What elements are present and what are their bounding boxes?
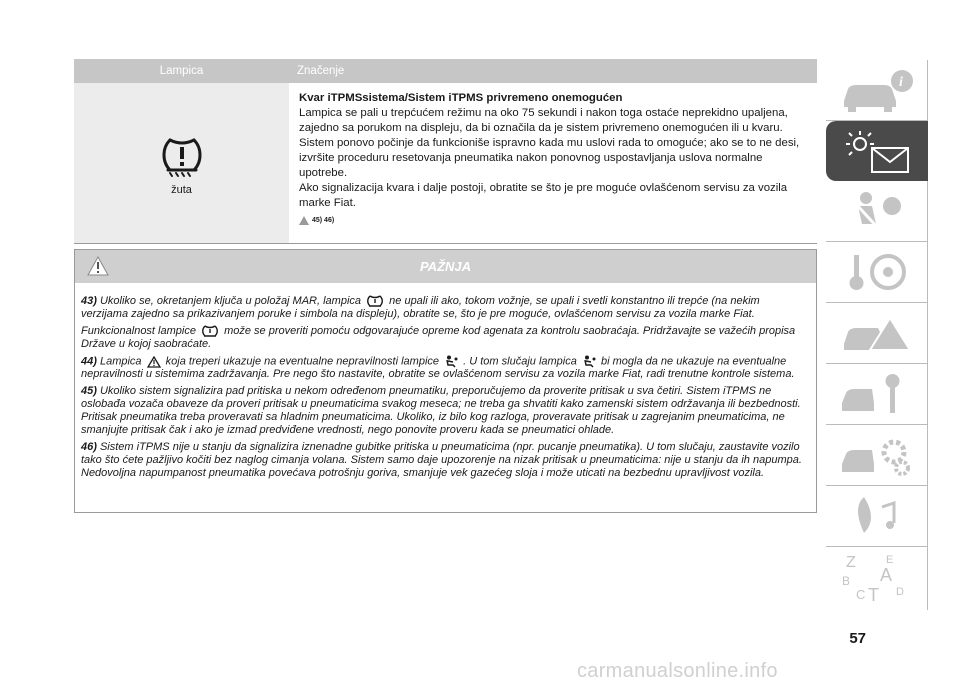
- chapter-tab-emergency[interactable]: [826, 303, 928, 364]
- index-letter: B: [842, 574, 851, 588]
- svg-text:i: i: [899, 75, 903, 90]
- warning-box: [74, 249, 817, 513]
- refs-text: 45) 46): [312, 217, 335, 224]
- key-steering-wheel-icon: [838, 249, 916, 295]
- row-text: Lampica se pali u trepćućem režimu na oko 75 sekundi i nakon toga ostaće neprekidno upaljena, zajedno sa porukom na displeju, da bi označila da je sistem privremeno onemogućen ili u kvaru. Sistem ponovo počinje da funkcioniše ispravno kada mu uslovi rada to omoguće; ako se to ne desi, izvršite proceduru resetovanja pneumatika nakon ponovnog uspostavljanja uslova normalne upotrebe.: [299, 107, 800, 179]
- lamp-cell: [74, 83, 289, 243]
- multimedia-icon: [838, 493, 916, 539]
- row-text-2: Ako signalizacija kvara i dalje postoji, obratite se što je pre moguće ovlašćenom servisu za vozila marke Fiat.: [299, 182, 788, 209]
- tire-pressure-inline-icon: [201, 325, 219, 337]
- note-46-text: Sistem iTPMS nije u stanju da signalizira iznenadne gubitke pritiska u pneumaticima (npr. pucanje pneumatika). U tom slučaju, zaustavite vozilo tako što ćete pažljivo kočiti bez naglog cimanja volana. Sistem samo daje upozorenje na nizak pritisak u pneumaticima: nije u stanju da ih napumpa. Nedovoljna napumpanost pneumatika povećava potrošnju goriva, smanjuje vek gazećeg sloja i može uticati na bezbednu upravljivost vozila.: [81, 441, 802, 480]
- chapter-tab-warning-lights[interactable]: [826, 121, 928, 181]
- description-cell: [289, 83, 817, 243]
- chapter-tab-starting-driving[interactable]: [826, 242, 928, 303]
- note-44-text-d: bi mogla da ne ukazuje na eventualne nepravilnosti u sistemima zadržavanja. Pre nego što nastavite, obratite se ovlašćenom servisu za vozila marke Fiat, radi trenutne kontrole sistema.: [81, 355, 795, 381]
- warning-refs: [299, 213, 811, 228]
- note-43-text-b: ne upali ili ako, tokom vožnje, se upali i svetli konstantno ili trepće (na nekim verzijama zajedno sa prikazivanjem poruke i simbola na displeju), obratite se, što je pre moguće, ovlašćenom servisu za vozila marke Fiat.: [81, 295, 760, 320]
- note-44-text-c: . U tom slučaju lampica: [463, 355, 577, 368]
- seatbelt-airbag-icon: [838, 188, 916, 234]
- note-45-number: 45): [81, 385, 97, 398]
- note-43c-text-b: može se proveriti pomoću odgovarajuće opreme kod agenata za kontrolu saobraćaja. Pridržavajte se važećih propisa Države u kojoj saobraćate.: [81, 325, 796, 350]
- warning-header: [75, 250, 816, 283]
- index-letter: Z: [846, 554, 856, 571]
- wrench-service-icon: [838, 371, 916, 417]
- note-45-text: Ukoliko sistem signalizira pad pritiska u nekom određenom pneumatiku, preporučujemo da proverite pritisak u sva četiri. Sistem iTPMS ne oslobađa vozača obaveze da proveri pritisak u pneumaticima svakog meseca; ne treba ga shvatiti kako zamenski sistem održavanja ili bezbednosti. Pritisak pneumatika treba proveravati sa hladnim pneumaticima. Ukoliko, iz bilo kog razloga, proveravate pritisak u zagrejanim pneumaticima, ne smanjujte pritisak čak i ako je izmad predviđene vrednosti, nego ponovite proveru kada se pneumatici ohlade.: [81, 385, 801, 437]
- tire-pressure-inline-icon: [366, 295, 384, 307]
- note-43-cont: [81, 325, 808, 351]
- row-title: Kvar iTPMSsistema/Sistem iTPMS privremeno onemogućen: [299, 92, 623, 104]
- note-46-number: 46): [81, 441, 97, 454]
- alphabetical-index-icon: [838, 549, 916, 605]
- col-meaning-header: Značenje: [297, 65, 345, 77]
- car-gears-specs-icon: [838, 432, 916, 478]
- note-44: [81, 355, 808, 381]
- note-43-number: 43): [81, 295, 97, 307]
- general-warning-inline-icon: [147, 356, 161, 368]
- chapter-sidebar: [826, 60, 928, 607]
- note-43: [81, 295, 808, 321]
- note-43-text-a: Ukoliko se, okretanjem ključa u položaj MAR, lampica: [99, 295, 362, 307]
- note-43c-text-a: Funkcionalnost lampice: [81, 325, 196, 337]
- note-44-text-b: koja treperi ukazuje na eventualne nepravilnosti lampice: [165, 355, 440, 368]
- chapter-tab-car-info[interactable]: [826, 60, 928, 121]
- warning-body: [75, 283, 816, 480]
- index-letter: C: [856, 587, 866, 602]
- car-info-icon: [838, 67, 916, 113]
- table-row: [74, 83, 817, 244]
- page-number: 57: [849, 630, 866, 647]
- warning-light-message-icon: [838, 128, 916, 174]
- index-letter: E: [886, 554, 894, 566]
- note-44-text-a: Lampica: [99, 355, 142, 368]
- chapter-tab-index[interactable]: [826, 547, 928, 607]
- index-letter: D: [896, 586, 904, 598]
- chapter-tab-maintenance[interactable]: [826, 364, 928, 425]
- warning-title: PAŽNJA: [419, 259, 472, 274]
- note-45: [81, 385, 808, 437]
- lamp-color-label: žuta: [171, 184, 192, 196]
- lamp-table: [74, 59, 817, 244]
- note-44-number: 44): [81, 355, 97, 368]
- car-emergency-icon: [838, 310, 916, 356]
- index-letter: A: [880, 565, 893, 585]
- small-warning-icon: [299, 216, 309, 225]
- airbag-inline-icon: [444, 355, 458, 368]
- note-46: [81, 441, 808, 480]
- table-header: [74, 59, 817, 83]
- watermark: carmanualsonline.info: [577, 660, 778, 682]
- col-lamp-header: Lampica: [159, 65, 204, 77]
- index-letter: T: [868, 585, 879, 605]
- airbag-inline-icon: [582, 355, 596, 368]
- chapter-tab-safety[interactable]: [826, 181, 928, 242]
- chapter-tab-multimedia[interactable]: [826, 486, 928, 547]
- warning-triangle-icon: [87, 256, 109, 276]
- chapter-tab-specifications[interactable]: [826, 425, 928, 486]
- tire-pressure-warning-icon: [156, 130, 208, 182]
